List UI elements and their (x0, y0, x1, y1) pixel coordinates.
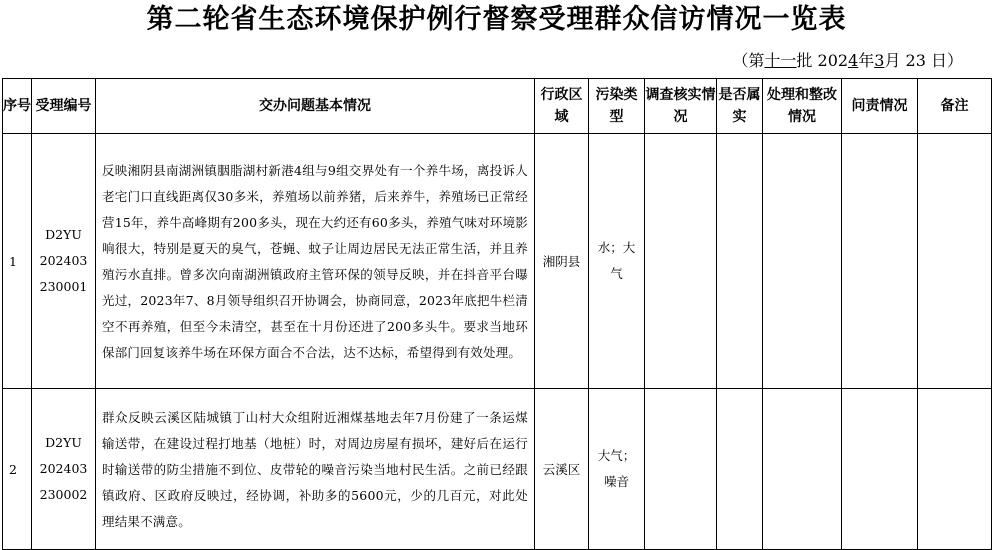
header-region: 行政区域 (535, 79, 589, 134)
header-code: 受理编号 (32, 79, 96, 134)
header-seq: 序号 (3, 79, 32, 134)
row-remarks (918, 389, 992, 550)
document-title: 第二轮省生态环境保护例行督察受理群众信访情况一览表 (146, 4, 847, 35)
header-issue: 交办问题基本情况 (96, 79, 535, 134)
batch-year-digit: 4 (848, 51, 859, 70)
header-pollution: 污染类型 (589, 79, 645, 134)
header-remarks: 备注 (918, 79, 992, 134)
header-row (3, 79, 992, 134)
row-true (717, 134, 763, 389)
row-region: 云溪区 (535, 389, 589, 550)
petition-table (2, 78, 992, 550)
row-rectify (763, 389, 842, 550)
row-pollution: 水；大 气 (589, 134, 645, 389)
row-remarks (918, 134, 992, 389)
row-pollution: 大气； 噪音 (589, 389, 645, 550)
row-seq: 2 (3, 389, 32, 550)
row-rectify (763, 134, 842, 389)
batch-date: （第十一批 2024年3月 23 日） (732, 51, 963, 70)
row-seq: 1 (3, 134, 32, 389)
header-accountability: 问责情况 (842, 79, 918, 134)
table-row (3, 134, 992, 389)
row-issue: 反映湘阴县南湖洲镇胭脂湖村新港4组与9组交界处有一个养牛场，离投诉人老宅门口直线距离仅30多米，养殖场以前养猪，后来养牛，养殖场已正常经营15年，养牛高峰期有200多头，现在大约还有60多头，养殖气味对环境影响很大，特别是夏天的臭气，苍蝇、蚊子让周边居民无法正常生活，并且养殖污水直排。曾多次向南湖洲镇政府主管环保的领导反映，并在抖音平台曝光过，2023年7、8月领导组织召开协调会，协商同意，2023年底把牛栏清空不再养殖，但至今未清空，甚至在十月份还进了200多头牛。要求当地环保部门回复该养牛场在环保方面合不合法，达不达标，希望得到有效处理。 (96, 134, 535, 389)
row-code: D2YU 202403 230001 (32, 134, 96, 389)
batch-month: 3 (874, 51, 885, 70)
table-row (3, 389, 992, 550)
row-code: D2YU 202403 230002 (32, 389, 96, 550)
header-true: 是否属实 (717, 79, 763, 134)
row-verify (645, 389, 717, 550)
row-accountability (842, 389, 918, 550)
row-verify (645, 134, 717, 389)
header-rectify: 处理和整改情况 (763, 79, 842, 134)
header-verify: 调查核实情况 (645, 79, 717, 134)
row-issue: 群众反映云溪区陆城镇丁山村大众组附近湘煤基地去年7月份建了一条运煤输送带，在建设过程打地基（地桩）时，对周边房屋有损坏，建好后在运行时输送带的防尘措施不到位、皮带轮的噪音污染当地村民生活。之前已经跟镇政府、区政府反映过，经协调，补助多的5600元，少的几百元，对此处理结果不满意。 (96, 389, 535, 550)
row-region: 湘阴县 (535, 134, 589, 389)
row-true (717, 389, 763, 550)
batch-number: 十一 (764, 51, 797, 70)
row-accountability (842, 134, 918, 389)
